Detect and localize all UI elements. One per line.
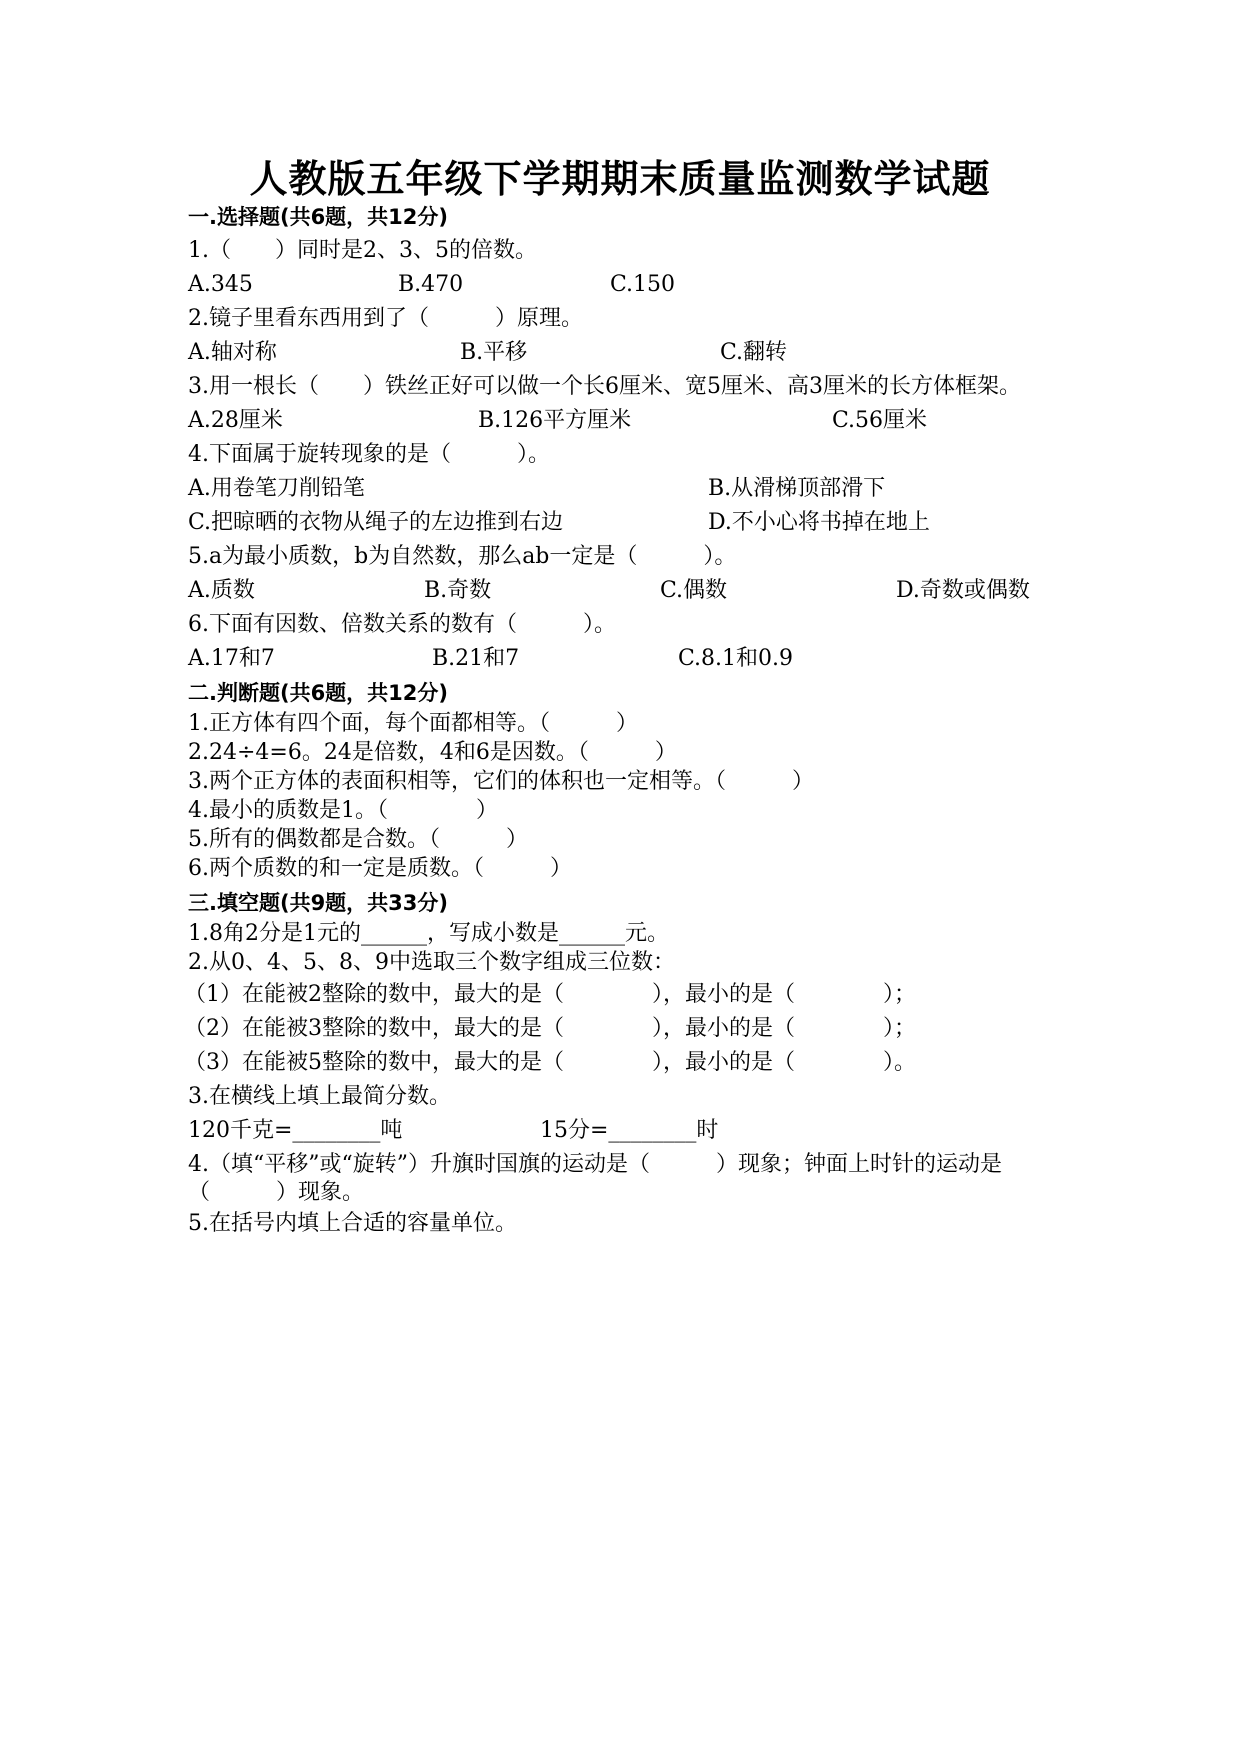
option-b: B.126平方厘米 (478, 408, 632, 433)
fill-question-4: 4.（填“平移”或“旋转”）升旗时国旗的运动是（ ）现象；钟面上时针的运动是（ ）现象。 (188, 1152, 1002, 1205)
choice-options-3 (188, 404, 1068, 438)
option-c: C.56厘米 (832, 408, 928, 433)
choice-options-4-row2 (188, 506, 1068, 540)
option-a: A.17和7 (188, 646, 275, 671)
fill-question-2-sub2: （2）在能被3整除的数中，最大的是（ ），最小的是（ ）； (184, 1016, 916, 1041)
option-b: B.470 (398, 272, 464, 297)
judge-question-6: 6.两个质数的和一定是质数。（ ） (188, 856, 572, 881)
option-c: C.偶数 (660, 578, 728, 603)
choice-options-5 (188, 574, 1068, 608)
option-a: A.质数 (188, 578, 255, 603)
choice-question-6: 6.下面有因数、倍数关系的数有（ ）。 (188, 612, 616, 637)
fill-item-weight: 120千克=________吨 (188, 1118, 403, 1143)
judge-question-1: 1.正方体有四个面，每个面都相等。（ ） (188, 711, 638, 736)
fill-question-3-items (188, 1114, 1068, 1148)
fill-question-2-sub3: （3）在能被5整除的数中，最大的是（ ），最小的是（ ）。 (184, 1050, 916, 1075)
option-c: C.8.1和0.9 (678, 646, 794, 671)
option-b: B.21和7 (432, 646, 520, 671)
fill-item-time: 15分=________时 (540, 1118, 719, 1143)
choice-question-5: 5.a为最小质数，b为自然数，那么ab一定是（ ）。 (188, 544, 737, 569)
choice-options-1 (188, 268, 1068, 302)
option-a: A.345 (188, 272, 253, 297)
option-c: C.150 (610, 272, 676, 297)
fill-question-2: 2.从0、4、5、8、9中选取三个数字组成三位数： (188, 950, 675, 975)
option-d: D.不小心将书掉在地上 (708, 510, 930, 535)
choice-question-2: 2.镜子里看东西用到了（ ）原理。 (188, 306, 583, 331)
judge-question-2: 2.24÷4=6。24是倍数，4和6是因数。（ ） (188, 740, 677, 765)
section-heading-choice: 一.选择题(共6题，共12分) (188, 205, 449, 229)
choice-question-3: 3.用一根长（ ）铁丝正好可以做一个长6厘米、宽5厘米、高3厘米的长方体框架。 (188, 374, 1021, 399)
choice-options-4-row1 (188, 472, 1068, 506)
option-b: B.奇数 (424, 578, 492, 603)
option-c: C.把晾晒的衣物从绳子的左边推到右边 (188, 510, 564, 535)
choice-question-1: 1.（ ）同时是2、3、5的倍数。 (188, 238, 537, 263)
option-b: B.平移 (460, 340, 528, 365)
choice-question-4: 4.下面属于旋转现象的是（ ）。 (188, 442, 550, 467)
judge-question-4: 4.最小的质数是1。（ ） (188, 798, 498, 823)
option-a: A.28厘米 (188, 408, 283, 433)
option-a: A.用卷笔刀削铅笔 (188, 476, 365, 501)
choice-options-2 (188, 336, 1068, 370)
exam-content (184, 200, 1068, 1239)
fill-question-2-sub1: （1）在能被2整除的数中，最大的是（ ），最小的是（ ）； (184, 982, 916, 1007)
fill-question-1: 1.8角2分是1元的______，写成小数是______元。 (188, 921, 669, 946)
section-heading-judge: 二.判断题(共6题，共12分) (188, 681, 449, 705)
page-title: 人教版五年级下学期期末质量监测数学试题 (249, 157, 991, 201)
section-heading-fill: 三.填空题(共9题，共33分) (188, 891, 449, 915)
option-a: A.轴对称 (188, 340, 277, 365)
judge-question-3: 3.两个正方体的表面积相等，它们的体积也一定相等。（ ） (188, 769, 814, 794)
option-d: D.奇数或偶数 (896, 578, 1030, 603)
choice-options-6 (188, 642, 1068, 676)
judge-question-5: 5.所有的偶数都是合数。（ ） (188, 827, 528, 852)
option-c: C.翻转 (720, 340, 788, 365)
fill-question-5: 5.在括号内填上合适的容量单位。 (188, 1211, 517, 1236)
fill-question-3: 3.在横线上填上最简分数。 (188, 1084, 451, 1109)
option-b: B.从滑梯顶部滑下 (708, 476, 886, 501)
